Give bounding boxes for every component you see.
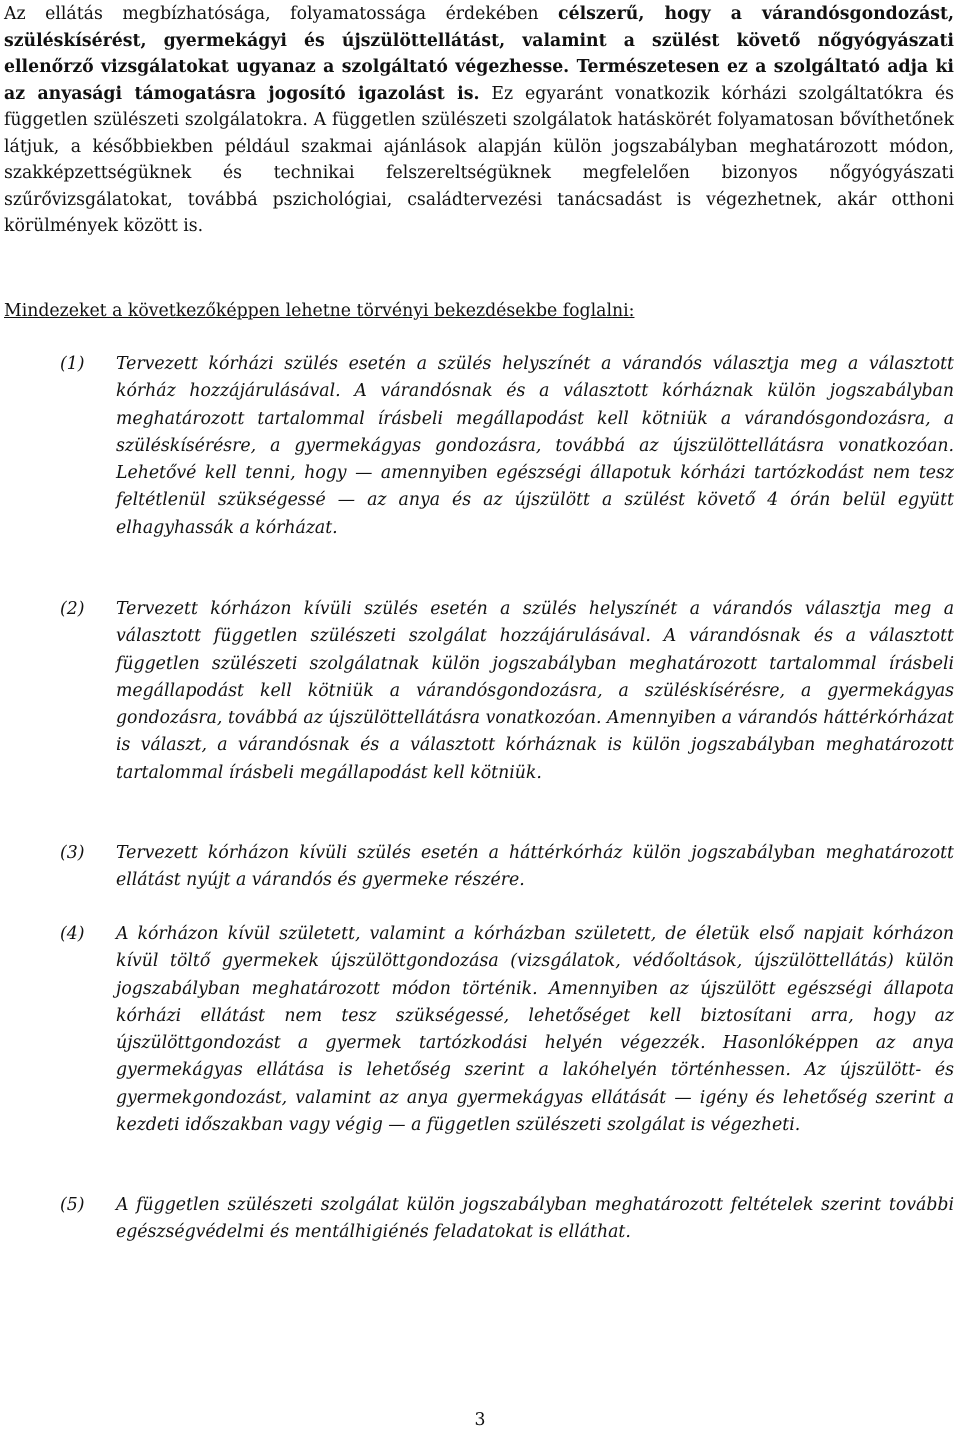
intro-text-1: Az ellátás megbízhatósága, folyamatossága érdekében (4, 4, 559, 24)
intro-text-2: Ez egyaránt vonatkozik kórházi szolgáltatókra és független szülészeti szolgálatokra. A független szülészeti szolgálatok hatáskörét folyamatosan bővíthetőnek látjuk, a későbbiekben például szakmai ajánlások alapján külön jogszabályban meghatározott módon, szakképzettségüknek és technikai felszereltségüknek megfelelően bizonyos nőgyógyászati szűrővizsgálatokat, továbbá pszichológiai, családtervezési tanácsadást is végezhetnek, akár otthoni körülmények között is. (4, 83, 954, 236)
item-number: (1) (60, 354, 85, 374)
item-text: Tervezett kórházon kívüli szülés esetén a háttérkórház külön jogszabályban meghatározott ellátást nyújt a várandós és gyermeke részére. (116, 843, 954, 891)
item-text: A kórházon kívül született, valamint a kórházban született, de életük első napjait kórházon kívül töltő gyermekek újszülöttgondozása (vizsgálatok, védőoltások, újszülöttellátás) külön jogszabályban meghatározott módon történik. Amennyiben az újszülött egészségi állapota kórházi ellátást nem tesz szükségessé, lehetőséget kell biztosítani arra, hogy az újszülöttgondozást a gyermek tartózkodási helyén végezzék. Hasonlóképpen az anya gyermekágyas ellátása is lehetőség szerint a lakóhelyén történhessen. Az újszülött- és gyermekgondozást, valamint az anya gyermekágyas ellátását — igény és lehetőség szerint a kezdeti időszakban vagy végig — a független szülészeti szolgálat is végezheti. (116, 924, 954, 1136)
item-number: (4) (60, 924, 85, 944)
item-text: Tervezett kórházi szülés esetén a szülés helyszínét a várandós választja meg a választott kórház hozzájárulásával. A várandósnak és a választott kórháznak külön jogszabályban meghatározott tartalommal írásbeli megállapodást kell kötniük a várandósgondozásra, a szüléskísérésre, a gyermekágyas gondozásra, továbbá az újszülöttellátásra vonatkozóan. Lehetővé kell tenni, hogy — amennyiben egészségi állapotuk kórházi tartózkodást nem tesz feltétlenül szükségessé — az anya és az újszülött a szülést követő 4 órán belül együtt elhagyhassák a kórházat. (116, 354, 954, 538)
section-heading: Mindezeket a következőképpen lehetne törvényi bekezdésekbe foglalni: (4, 301, 635, 321)
item-number: (5) (60, 1195, 85, 1215)
item-number: (2) (60, 599, 85, 619)
item-text: Tervezett kórházon kívüli szülés esetén a szülés helyszínét a várandós választja meg a választott független szülészeti szolgálat hozzájárulásával. A várandósnak és a választott független szülészeti szolgálatnak külön jogszabályban meghatározott tartalommal írásbeli megállapodást kell kötniük a várandósgondozásra, a szüléskísérésre, a gyermekágyas gondozásra, továbbá az újszülöttellátásra vonatkozóan. Amennyiben a várandós háttérkórházat is választ, a várandósnak és a választott kórháznak is külön jogszabályban meghatározott tartalommal írásbeli megállapodást kell kötniük. (116, 599, 954, 783)
intro-paragraph (4, 1, 954, 240)
item-text: A független szülészeti szolgálat külön jogszabályban meghatározott feltételek szerint további egészségvédelmi és mentálhigiénés feladatokat is elláthat. (116, 1195, 954, 1243)
page-number: 3 (474, 1410, 486, 1430)
intro-bold-text: célszerű, hogy a várandósgondozást, szüléskísérést, gyermekágyi és újszülöttellátást, valamint a szülést követő nőgyógyászati ellenőrző vizsgálatokat ugyanaz a szolgáltató végezhesse. Természetesen ez a szolgáltató adja ki az anyasági támogatásra jogosító igazolást is. (4, 4, 955, 104)
item-number: (3) (60, 843, 85, 863)
